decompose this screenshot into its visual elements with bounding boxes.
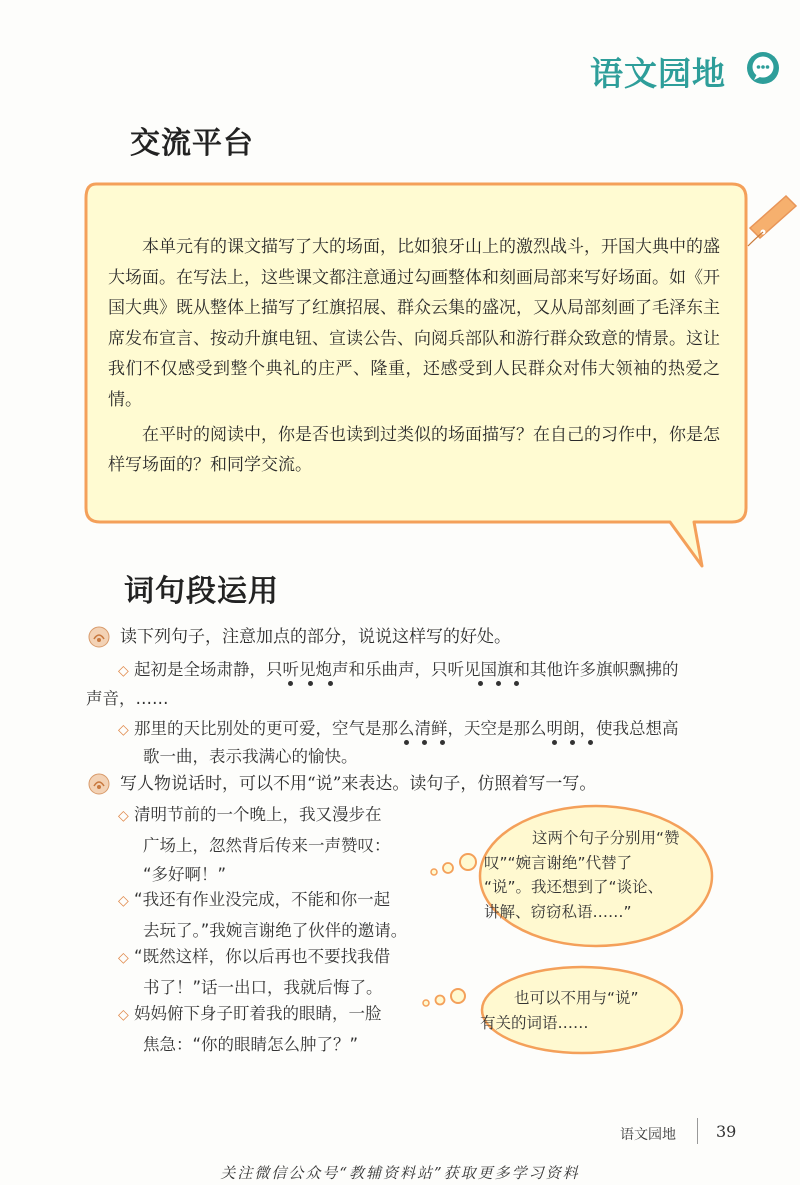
q1-example-1-text: 起初是全场肃静，只听见炮声和乐曲声，只听见国旗和其他许多旗帜飘拂的 [134,660,679,679]
q2-example-2 [118,885,407,945]
emphasis-dot [440,740,445,745]
emphasis-dot [514,681,519,686]
question-1-text: 读下列句子，注意加点的部分，说说这样写的好处。 [120,627,511,647]
q2-example-1-line-1: 清明节前的一个晚上，我又漫步在 [134,805,382,824]
speech-bubble-icon [745,50,781,86]
thought-bubble-2-text [480,986,639,1035]
question-2-icon [88,773,110,795]
q1-example-2-line-1 [118,714,679,745]
q2-example-1-line-2: 广场上，忽然背后传来一声赞叹： [143,836,391,855]
q2-example-2-line-2: 去玩了。”我婉言谢绝了伙伴的邀请。 [143,921,408,940]
q2-example-3 [118,942,390,1002]
q1-example-1-line-2: 声音，…… [86,689,169,708]
emphasis-dot [404,740,409,745]
thought-1-line-3: “说”。我还想到了“谈论、 [484,878,664,896]
emphasis-dot [288,681,293,686]
thought-2-line-1: 也可以不用与“说” [514,989,639,1007]
q2-example-1 [118,800,391,889]
exchange-text [108,232,720,481]
exchange-paragraph-1: 本单元有的课文描写了大的场面，比如狼牙山上的激烈战斗，开国大典中的盛大场面。在写法上，这些课文都注意通过勾画整体和刻画局部来写好场面。如《开国大典》既从整体上描写了红旗招展、群众云集的盛况，又从局部刻画了毛泽东主席发布宣言、按动升旗电钮、宣读公告、向阅兵部队和游行群众致意的情景。这让我们不仅感受到整个典礼的庄严、隆重，还感受到人民群众对伟大领袖的热爱之情。 [108,237,720,410]
q2-example-3-line-1: “既然这样，你以后再也不要找我借 [134,947,391,966]
thought-1-line-1: 这两个句子分别用“赞 [532,829,680,847]
q2-example-4-line-2: 焦急：“你的眼睛怎么肿了？” [143,1035,359,1054]
footer-section-label: 语文园地 [620,1127,676,1143]
diamond-bullet-icon: ◇ [118,663,129,679]
q1-example-2-text: 那里的天比别处的更可爱，空气是那么清鲜，天空是那么明朗，使我总想高 [134,719,679,738]
emphasis-dot [328,681,333,686]
question-2-text: 写人物说话时，可以不用“说”来表达。读句子，仿照着写一写。 [120,774,597,794]
thought-1-line-2: 叹”“婉言谢绝”代替了 [484,853,633,872]
emphasis-dot [496,681,501,686]
watermark-text: 关注微信公众号“教辅资料站”获取更多学习资料 [220,1164,580,1182]
diamond-bullet-icon: ◇ [118,808,129,824]
q2-example-4 [118,999,382,1059]
q2-example-4-line-1: 妈妈俯下身子盯着我的眼睛，一脸 [134,1004,382,1023]
q2-example-1-line-3: “多好啊！” [143,865,227,884]
page-number: 39 [716,1122,737,1141]
emphasis-dot [588,740,593,745]
footer-divider [697,1118,698,1144]
emphasis-dot [478,681,483,686]
diamond-bullet-icon: ◇ [118,893,129,909]
q2-example-2-line-1: “我还有作业没完成，不能和你一起 [134,890,391,909]
exchange-platform-heading: 交流平台 [130,126,254,161]
exchange-paragraph-2: 在平时的阅读中，你是否也读到过类似的场面描写？在自己的习作中，你是怎样写场面的？和同学交流。 [108,424,720,476]
emphasis-dot [308,681,313,686]
page-section-title: 语文园地 [590,54,726,93]
q1-example-1-line-1 [118,655,679,686]
q2-example-3-line-2: 书了！”话一出口，我就后悔了。 [143,978,383,997]
diamond-bullet-icon: ◇ [118,1007,129,1023]
q1-example-2-line-2: 歌一曲，表示我满心的愉快。 [143,747,358,766]
word-sentence-heading: 词句段运用 [124,574,279,609]
thought-2-line-2: 有关的词语…… [480,1013,589,1032]
thought-bubble-1-text [484,826,680,924]
emphasis-dot [422,740,427,745]
diamond-bullet-icon: ◇ [118,950,129,966]
hanging-tag-decoration [742,188,800,250]
question-1-icon [88,626,110,648]
emphasis-dot [552,740,557,745]
thought-1-line-4: 讲解、窃窃私语……” [484,902,632,921]
diamond-bullet-icon: ◇ [118,722,129,738]
emphasis-dot [570,740,575,745]
